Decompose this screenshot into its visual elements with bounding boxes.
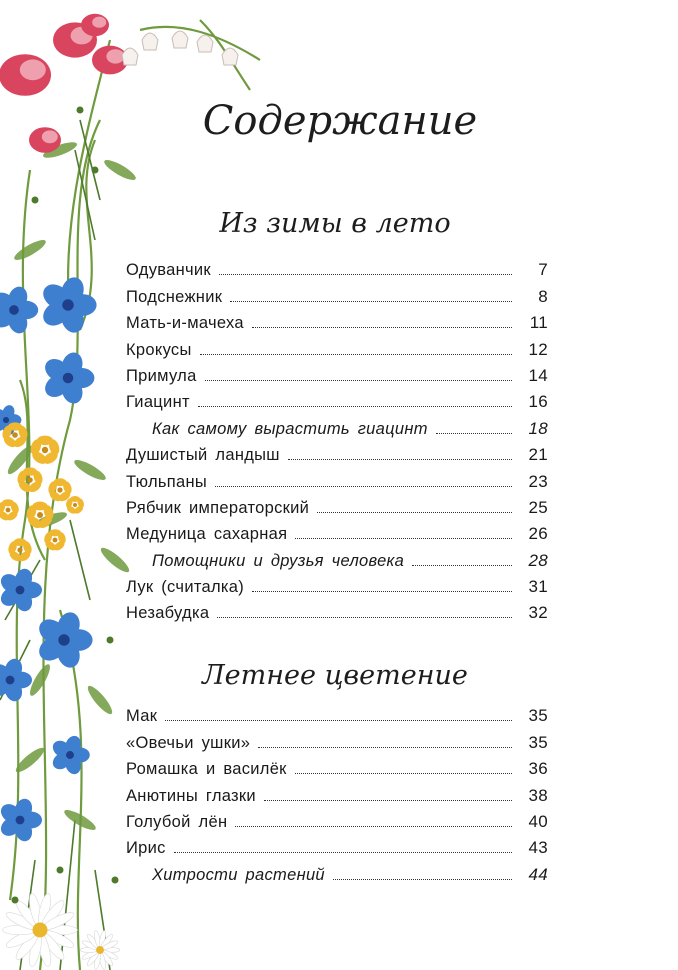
toc-dot-leader [205, 379, 512, 381]
flower-center [63, 373, 74, 384]
toc-dot-leader [264, 799, 512, 801]
toc-entry-page-number: 38 [528, 785, 548, 805]
stem [10, 170, 30, 900]
yellow-hypericum-flower [7, 538, 33, 563]
flower-center [9, 305, 19, 315]
toc-entry-page-number: 36 [528, 759, 548, 779]
blue-flax-flower [50, 734, 90, 776]
toc-entry[interactable] [126, 307, 548, 333]
toc-entry-page-number: 26 [528, 524, 548, 544]
flower-bud [92, 167, 99, 174]
toc-entry-label: Анютины глазки [126, 786, 256, 805]
flower-center [57, 487, 62, 492]
toc-entry[interactable] [126, 386, 548, 412]
toc-entry[interactable] [126, 518, 548, 544]
toc-entry-label: Как самому вырастить гиацинт [152, 419, 428, 438]
flower-center [16, 586, 25, 595]
flower-center [33, 923, 48, 938]
toc-entry-label: Подснежник [126, 287, 223, 306]
toc-entry-page-number: 21 [528, 445, 548, 465]
flower-center [12, 432, 18, 438]
toc-entry[interactable] [126, 439, 548, 465]
toc-entry-page-number: 14 [528, 365, 548, 385]
flower-center [66, 751, 74, 759]
toc-dot-leader [198, 405, 512, 407]
leaf [12, 237, 48, 264]
yellow-hypericum-flower [65, 496, 85, 515]
toc-entry-label: Ромашка и василёк [126, 760, 287, 779]
toc-entry-label: Голубой лён [126, 812, 228, 831]
blue-flax-flower [41, 350, 95, 406]
toc-dot-leader [258, 746, 512, 748]
toc-entry-page-number: 16 [528, 392, 548, 412]
flower-center [37, 512, 43, 518]
toc-dot-leader [230, 300, 512, 302]
toc-entry-page-number: 7 [538, 260, 548, 280]
toc-entry[interactable] [126, 858, 548, 884]
toc-list-summer-bloom [126, 700, 548, 885]
toc-entry-page-number: 40 [528, 811, 548, 831]
flower-center [3, 417, 9, 423]
toc-dot-leader [333, 878, 512, 880]
toc-entry[interactable] [126, 465, 548, 491]
toc-entry-label: Лук (считалка) [126, 578, 245, 597]
flower-center [58, 634, 69, 645]
toc-entry-page-number: 8 [538, 286, 548, 306]
flower-bud [107, 637, 114, 644]
flower-bud [12, 897, 19, 904]
toc-entry-page-number: 32 [528, 603, 548, 623]
flower-center [16, 816, 25, 825]
toc-entry-page-number: 12 [528, 339, 548, 359]
daisy-flower [80, 930, 120, 970]
toc-dot-leader [295, 537, 512, 539]
toc-entry-page-number: 25 [528, 497, 548, 517]
toc-entry-page-number: 11 [529, 313, 548, 333]
flower-center [42, 447, 48, 453]
toc-dot-leader [200, 353, 512, 355]
toc-dot-leader [317, 511, 512, 513]
toc-entry-page-number: 35 [528, 732, 548, 752]
flower-center [62, 299, 73, 310]
flower-bud [57, 867, 64, 874]
sweet-pea-flower [81, 14, 109, 36]
lily-bell [172, 31, 188, 48]
leaf [72, 457, 108, 484]
blue-flax-flower [0, 656, 32, 703]
blue-flax-flower [0, 566, 42, 613]
toc-entry-label: Незабудка [126, 604, 210, 623]
section-heading-winter-to-summer: Из зимы в лето [219, 208, 451, 239]
toc-list-winter-to-summer [126, 254, 548, 623]
grass-blade [70, 520, 90, 600]
leaf [85, 683, 116, 717]
yellow-hypericum-flower [43, 529, 67, 552]
yellow-hypericum-flower [0, 499, 20, 522]
sweet-pea-flower [0, 54, 51, 96]
toc-entry-label: Ирис [126, 839, 166, 858]
blue-flax-flower [38, 274, 96, 335]
toc-entry-label: Мать-и-мачеха [126, 314, 244, 333]
petal-highlight [92, 17, 106, 28]
flower-center [73, 503, 77, 507]
toc-entry-label: Гиацинт [126, 393, 190, 412]
toc-entry[interactable] [126, 726, 548, 752]
toc-dot-leader [252, 590, 512, 592]
toc-entry[interactable] [126, 360, 548, 386]
flower-center [6, 676, 15, 685]
toc-entry-page-number: 31 [528, 577, 548, 597]
toc-entry[interactable] [126, 779, 548, 805]
flower-center [17, 547, 22, 552]
flower-center [53, 538, 58, 543]
toc-entry[interactable] [126, 806, 548, 832]
grass-blade [60, 820, 75, 970]
toc-dot-leader [252, 326, 512, 328]
blue-flax-flower [0, 796, 42, 843]
toc-entry-label: Одуванчик [126, 261, 211, 280]
toc-entry[interactable] [126, 544, 548, 570]
petal-highlight [20, 59, 46, 80]
toc-dot-leader [219, 273, 512, 275]
lily-bell [122, 48, 138, 65]
section-heading-summer-bloom: Летнее цветение [202, 660, 468, 691]
toc-dot-leader [436, 432, 512, 434]
flower-bud [77, 107, 84, 114]
toc-entry-label: Мак [126, 707, 158, 726]
blue-flax-flower [0, 284, 38, 336]
sweet-pea-flower [29, 127, 61, 153]
toc-dot-leader [174, 851, 512, 853]
toc-entry-label: Медуница сахарная [126, 525, 288, 544]
toc-dot-leader [288, 458, 512, 460]
toc-entry-label: Примула [126, 366, 197, 385]
toc-dot-leader [217, 616, 512, 618]
petal-highlight [42, 130, 58, 143]
leaf [102, 157, 138, 184]
toc-entry-label: «Овечьи ушки» [126, 733, 251, 752]
toc-entry-label: Хитрости растений [152, 865, 325, 884]
toc-entry[interactable] [126, 492, 548, 518]
toc-entry-label: Душистый ландыш [126, 446, 280, 465]
yellow-hypericum-flower [29, 436, 61, 467]
toc-entry-page-number: 28 [528, 550, 548, 570]
toc-entry[interactable] [126, 280, 548, 306]
toc-dot-leader [295, 772, 512, 774]
toc-entry-page-number: 44 [528, 864, 548, 884]
toc-dot-leader [165, 719, 512, 721]
flower-center [96, 946, 104, 954]
toc-entry[interactable] [126, 571, 548, 597]
toc-entry[interactable] [126, 412, 548, 438]
toc-entry-page-number: 18 [528, 418, 548, 438]
petal-highlight [106, 49, 124, 63]
toc-entry-label: Рябчик императорский [126, 498, 310, 517]
yellow-hypericum-flower [16, 467, 44, 494]
toc-entry[interactable] [126, 700, 548, 726]
flower-center [27, 477, 33, 483]
toc-entry-page-number: 43 [528, 838, 548, 858]
bell [197, 35, 213, 52]
toc-entry-label: Тюльпаны [126, 472, 208, 491]
flower-bud [112, 877, 119, 884]
toc-entry-label: Крокусы [126, 340, 192, 359]
toc-entry-page-number: 35 [528, 706, 548, 726]
toc-entry-page-number: 23 [528, 471, 548, 491]
page-title: Содержание [202, 98, 478, 144]
lily-bell [142, 33, 158, 50]
flower-bud [32, 197, 39, 204]
toc-entry[interactable] [126, 254, 548, 280]
toc-dot-leader [412, 564, 512, 566]
toc-entry[interactable] [126, 597, 548, 623]
bell [122, 48, 138, 65]
bell [142, 33, 158, 50]
toc-dot-leader [235, 825, 512, 827]
toc-entry-label: Помощники и друзья человека [152, 551, 405, 570]
flower-center [6, 508, 11, 513]
bell [172, 31, 188, 48]
toc-dot-leader [215, 485, 512, 487]
lily-bell [197, 35, 213, 52]
toc-entry[interactable] [126, 832, 548, 858]
toc-entry[interactable] [126, 333, 548, 359]
toc-entry[interactable] [126, 753, 548, 779]
